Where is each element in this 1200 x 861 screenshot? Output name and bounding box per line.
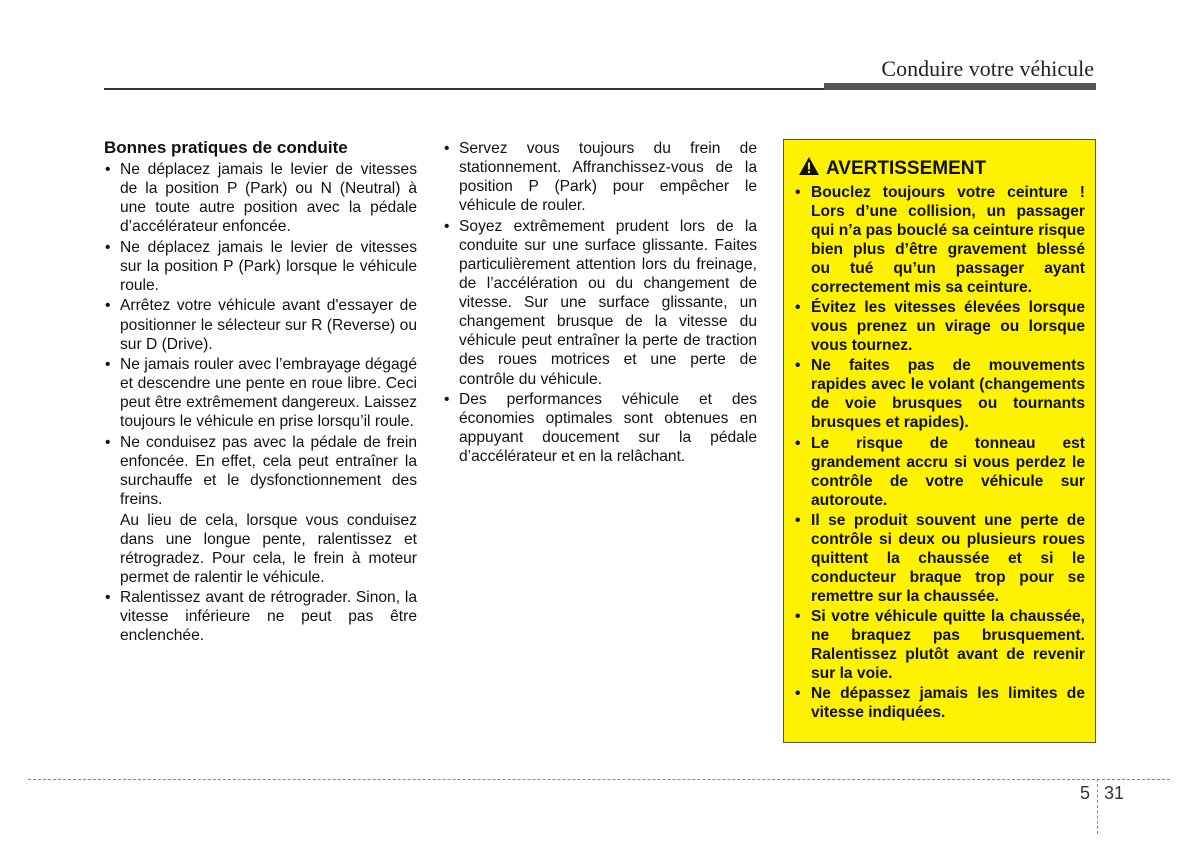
warning-box (783, 139, 1096, 743)
warning-item: • Le risque de tonneau est grandement accru si vous perdez le contrôle de votre véhicule sur autoroute. (794, 434, 1085, 510)
left-column (104, 138, 417, 647)
list-item: • Arrêtez votre véhicule avant d'essayer de positionner le sélecteur sur R (Reverse) ou sur D (Drive). (104, 296, 417, 353)
warning-item: • Bouclez toujours votre ceinture ! Lors d’une collision, un passager qui n’a pas bouclé sa ceinture risque bien plus d’être gravement blessé ou tué qu’un passager ayant correctement mis sa ceinture. (794, 183, 1085, 297)
warning-item: • Il se produit souvent une perte de contrôle si deux ou plusieurs roues quittent la chaussée et si le conducteur braque trop pour se remettre sur la chaussée. (794, 511, 1085, 606)
warning-heading (798, 154, 986, 182)
page-header-title: Conduire votre véhicule (881, 56, 1094, 81)
chapter-number: 5 (1080, 783, 1091, 803)
driving-tips-list-end (104, 588, 417, 645)
driving-tips-list-2 (443, 139, 757, 466)
list-item: • Servez vous toujours du frein de stationnement. Affranchissez-vous de la position P (Park) pour empêcher le véhicule de rouler. (443, 139, 757, 215)
list-item: • Ne déplacez jamais le levier de vitesses sur la position P (Park) lorsque le véhicule roule. (104, 238, 417, 295)
warning-item: • Évitez les vitesses élevées lorsque vous prenez un virage ou lorsque vous tournez. (794, 298, 1085, 355)
list-item: • Des performances véhicule et des économies optimales sont obtenues en appuyant doucement sur la pédale d’accélérateur et en la relâchant. (443, 390, 757, 466)
list-item: • Soyez extrêmement prudent lors de la conduite sur une surface glissante. Faites particulièrement attention lors du freinage, de l’accélération ou du changement de vitesse. Sur une surface glissante, un changement brusque de la vitesse du véhicule peut entraîner la perte de traction des roues motrices et une perte de contrôle du véhicule. (443, 217, 757, 389)
warning-item: • Ne faites pas de mouvements rapides avec le volant (changements de voie brusques ou tournants brusques et rapides). (794, 356, 1085, 432)
warning-triangle-icon (798, 156, 820, 181)
paragraph-continuation: Au lieu de cela, lorsque vous conduisez dans une longue pente, ralentissez et rétrogradez. Pour cela, le frein à moteur permet de ralentir le véhicule. (120, 511, 417, 586)
header-rule (104, 88, 824, 90)
driving-tips-list (104, 160, 417, 509)
list-item: • Ne déplacez jamais le levier de vitesses de la position P (Park) ou N (Neutral) à une toute autre position avec la pédale d’accélérateur enfoncée. (104, 160, 417, 236)
page-number: 31 (1104, 783, 1125, 803)
warning-item: • Si votre véhicule quitte la chaussée, ne braquez pas brusquement. Ralentissez plutôt avant de revenir sur la voie. (794, 607, 1085, 683)
warning-list (794, 183, 1085, 723)
list-item: • Ne jamais rouler avec l’embrayage dégagé et descendre une pente en roue libre. Ceci peut être extrêmement dangereux. Laissez toujours le véhicule en prise lorsqu’il roule. (104, 355, 417, 431)
warning-item: • Ne dépassez jamais les limites de vitesse indiquées. (794, 684, 1085, 722)
warning-title: AVERTISSEMENT (826, 157, 987, 179)
footer-divider (28, 779, 1170, 780)
list-item: • Ralentissez avant de rétrograder. Sinon, la vitesse inférieure ne peut pas être enclenchée. (104, 588, 417, 645)
middle-column (443, 139, 757, 468)
footer-page-divider (1097, 779, 1098, 834)
section-heading: Bonnes pratiques de conduite (104, 138, 348, 157)
list-item: • Ne conduisez pas avec la pédale de frein enfoncée. En effet, cela peut entraîner la surchauffe et le dysfonctionnement des freins. (104, 433, 417, 509)
header-rule-accent (824, 83, 1096, 90)
